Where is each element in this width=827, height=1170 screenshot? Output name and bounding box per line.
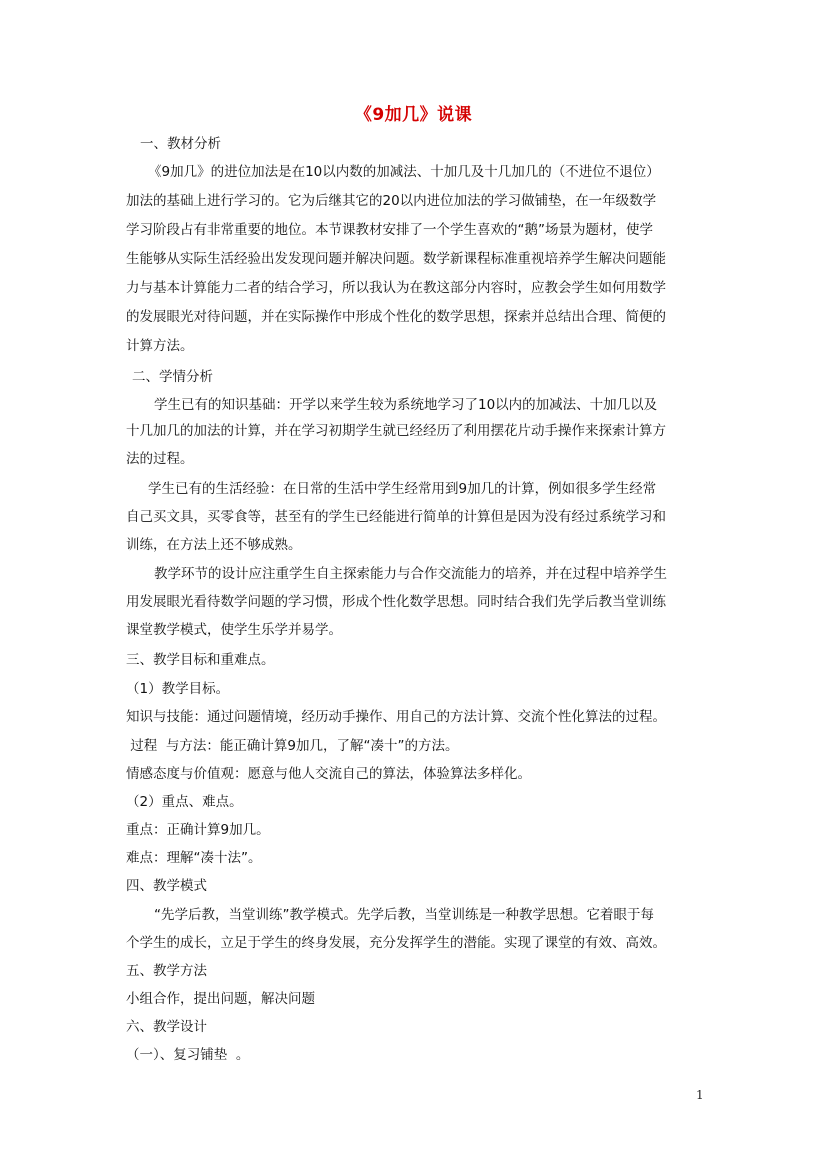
paragraph-line: 训练，在方法上还不够成熟。 xyxy=(126,537,302,553)
paragraph-line: 学习阶段占有非常重要的地位。本节课教材安排了一个学生喜欢的“鹅”场景为题材，使学 xyxy=(126,222,653,238)
paragraph-line: 加法的基础上进行学习的。它为后继其它的20以内进位加法的学习做铺垫，在一年级数学 xyxy=(126,193,657,209)
paragraph-line: 自己买文具，买零食等，甚至有的学生已经能进行简单的计算但是因为没有经过系统学习和 xyxy=(126,509,666,525)
goal-process: 过程 与方法：能正确计算9加几，了解“凑十”的方法。 xyxy=(126,738,459,754)
paragraph-line: “先学后教，当堂训练”教学模式。先学后教，当堂训练是一种教学思想。它着眼于每 xyxy=(154,907,654,923)
goal-knowledge: 知识与技能：通过问题情境，经历动手操作、用自己的方法计算、交流个性化算法的过程。 xyxy=(126,709,666,725)
key-point: 重点：正确计算9加几。 xyxy=(126,822,270,838)
paragraph-line: 计算方法。 xyxy=(126,338,194,354)
section-heading: 四、教学模式 xyxy=(126,878,207,894)
paragraph-line: 用发展眼光看待数学问题的学习惯，形成个性化数学思想。同时结合我们先学后教当堂训练 xyxy=(126,594,666,610)
paragraph-line: 法的过程。 xyxy=(126,451,194,467)
paragraph-line: 学生已有的知识基础：开学以来学生较为系统地学习了10以内的加减法、十加几以及 xyxy=(154,397,658,413)
paragraph-line: 十几加几的加法的计算，并在学习初期学生就已经经历了利用摆花片动手操作来探索计算方 xyxy=(126,423,666,439)
subheading: （2）重点、难点。 xyxy=(126,794,243,810)
paragraph-line: 教学环节的设计应注重学生自主探索能力与合作交流能力的培养，并在过程中培养学生 xyxy=(154,566,667,582)
page-number: 1 xyxy=(696,1088,704,1102)
paragraph-line: 学生已有的生活经验：在日常的生活中学生经常用到9加几的计算，例如很多学生经常 xyxy=(148,481,657,497)
goal-emotion: 情感态度与价值观：愿意与他人交流自己的算法，体验算法多样化。 xyxy=(126,766,531,782)
section-heading: 二、学情分析 xyxy=(132,369,213,385)
section-heading: 一、教材分析 xyxy=(140,136,221,152)
document-title: 《9加几》说课 xyxy=(354,105,473,125)
paragraph-line: 生能够从实际生活经验出发发现问题并解决问题。数学新课程标准重视培养学生解决问题能 xyxy=(126,251,666,267)
paragraph-line: 力与基本计算能力二者的结合学习，所以我认为在教这部分内容时，应教会学生如何用数学 xyxy=(126,280,666,296)
section-heading: 三、教学目标和重难点。 xyxy=(126,652,275,668)
paragraph-line: 《9加几》的进位加法是在10以内数的加减法、十加几及十几加几的（不进位不退位） xyxy=(148,164,660,180)
section-heading: 五、教学方法 xyxy=(126,963,207,979)
paragraph-line: 的发展眼光对待问题，并在实际操作中形成个性化的数学思想，探索并总结出合理、简便的 xyxy=(126,309,666,325)
difficult-point: 难点：理解“凑十法”。 xyxy=(126,850,262,866)
subheading: （1）教学目标。 xyxy=(126,681,230,697)
paragraph-line: 个学生的成长，立足于学生的终身发展，充分发挥学生的潜能。实现了课堂的有效、高效。 xyxy=(126,935,666,951)
paragraph-line: 小组合作，提出问题，解决问题 xyxy=(126,991,315,1007)
section-heading: 六、教学设计 xyxy=(126,1019,207,1035)
subheading: （一）、复习铺垫 。 xyxy=(126,1047,250,1063)
paragraph-line: 课堂教学模式，使学生乐学并易学。 xyxy=(126,622,342,638)
